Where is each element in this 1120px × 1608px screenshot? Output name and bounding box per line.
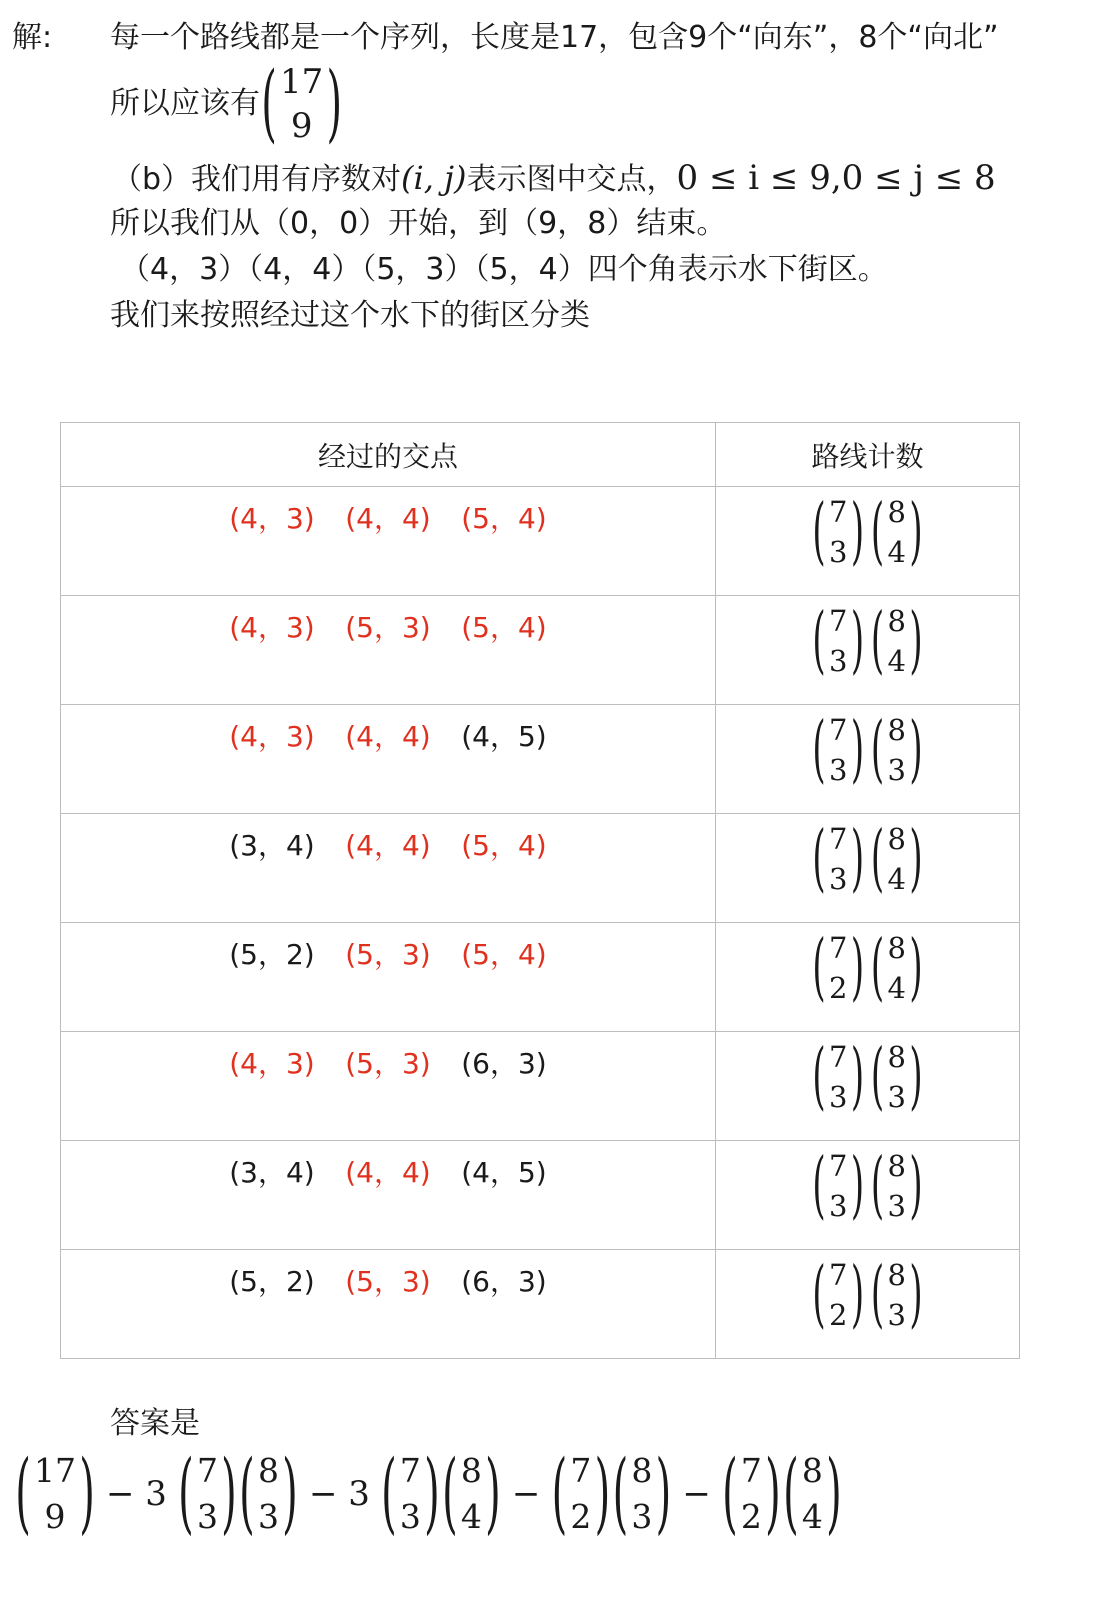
binomial [812, 1143, 865, 1229]
intersection-point: (5，2) [229, 938, 315, 971]
count-cell [716, 923, 1020, 1032]
binomial [812, 1034, 865, 1120]
intersection-point-underwater: (4，3) [229, 720, 315, 753]
left-paren: ( [812, 925, 826, 1011]
binomial [870, 1034, 923, 1120]
paragraph-3-mid: 表示图中交点， [466, 162, 677, 197]
right-paren: ) [850, 598, 865, 684]
intersection-point: (5，2) [229, 1265, 315, 1298]
left-paren: ( [551, 1443, 568, 1545]
range-math: 0 ≤ i ≤ 9,0 ≤ j ≤ 8 [676, 158, 996, 198]
binom-bottom: 3 [631, 1497, 653, 1536]
binom-bottom: 3 [196, 1497, 218, 1536]
binomial [721, 1443, 782, 1545]
left-paren: ( [812, 598, 826, 684]
binomial-17-9 [260, 55, 343, 153]
left-paren: ( [870, 489, 885, 575]
paragraph-2-text: 所以应该有 [110, 86, 260, 121]
binom-bottom: 2 [570, 1497, 592, 1536]
binom-bottom: 3 [829, 1189, 848, 1223]
intersection-point-underwater: (5，3) [345, 938, 431, 971]
binom-top: 17 [280, 62, 324, 102]
binomial [812, 1252, 865, 1338]
points-cell [61, 923, 716, 1032]
right-paren: ) [909, 598, 923, 684]
left-paren: ( [381, 1443, 397, 1545]
right-paren: ) [594, 1443, 611, 1545]
left-paren: ( [812, 1143, 826, 1229]
binom-top: 8 [257, 1451, 279, 1490]
paragraph-5: （4，3）（4，4）（5，3）（5，4）四个角表示水下街区。 [120, 252, 888, 287]
right-paren: ) [326, 55, 343, 153]
count-cell [716, 487, 1020, 596]
intersection-point-underwater: (4，3) [229, 611, 315, 644]
binomial [870, 598, 923, 684]
count-cell [716, 705, 1020, 814]
binom-top: 7 [829, 604, 848, 638]
left-paren: ( [612, 1443, 629, 1545]
left-paren: ( [870, 598, 885, 684]
count-cell [716, 1141, 1020, 1250]
binomial [812, 598, 865, 684]
binom-bottom: 3 [829, 644, 848, 678]
binomial [611, 1443, 672, 1545]
header-points: 经过的交点 [61, 423, 716, 487]
binom-bottom: 3 [887, 1189, 906, 1223]
ordered-pair-math: (i, j) [401, 159, 467, 197]
intersection-point-underwater: (5，4) [461, 502, 547, 535]
intersection-point-underwater: (5，4) [461, 829, 547, 862]
binom-top: 17 [34, 1451, 76, 1490]
binomial [870, 707, 923, 793]
left-paren: ( [812, 816, 826, 902]
answer-expression [14, 1443, 843, 1545]
binom-bottom: 4 [801, 1497, 823, 1536]
left-paren: ( [15, 1443, 31, 1545]
right-paren: ) [909, 707, 923, 793]
intersection-point: (3，4) [229, 1156, 315, 1189]
binomial [238, 1443, 299, 1545]
right-paren: ) [826, 1443, 842, 1545]
paragraph-4: 所以我们从（0，0）开始，到（9，8）结束。 [110, 206, 727, 241]
right-paren: ) [655, 1443, 672, 1545]
binom-top: 7 [829, 1040, 848, 1074]
left-paren: ( [722, 1443, 738, 1545]
left-paren: ( [870, 707, 885, 793]
left-paren: ( [442, 1443, 458, 1545]
points-cell [61, 1250, 716, 1359]
points-cell [61, 596, 716, 705]
intersection-point: (6，3) [461, 1047, 547, 1080]
binomial [812, 925, 865, 1011]
operator: − [682, 1474, 711, 1514]
binom-top: 8 [460, 1451, 482, 1490]
left-paren: ( [870, 1034, 885, 1120]
right-paren: ) [485, 1443, 501, 1545]
right-paren: ) [221, 1443, 237, 1545]
binom-top: 7 [829, 822, 848, 856]
paragraph-6: 我们来按照经过这个水下的街区分类 [110, 298, 590, 333]
operator: − 3 [308, 1474, 370, 1514]
intersection-point-underwater: (4，4) [345, 720, 431, 753]
binomial [812, 816, 865, 902]
binom-top: 8 [887, 931, 906, 965]
paragraph-2 [110, 55, 343, 153]
intersection-point-underwater: (5，3) [345, 611, 431, 644]
binom-bottom: 2 [740, 1497, 762, 1536]
intersection-point-underwater: (4，4) [345, 1156, 431, 1189]
binom-top: 7 [740, 1451, 762, 1490]
intersection-point: (3，4) [229, 829, 315, 862]
right-paren: ) [79, 1443, 95, 1545]
binomial [870, 489, 923, 575]
binom-top: 8 [887, 822, 906, 856]
left-paren: ( [812, 489, 826, 575]
left-paren: ( [870, 925, 885, 1011]
classification-table [60, 422, 1020, 1359]
binomial [380, 1443, 441, 1545]
count-cell [716, 596, 1020, 705]
binomial [177, 1443, 238, 1545]
binom-top: 7 [829, 495, 848, 529]
table-row [61, 1250, 1020, 1359]
binom-bottom: 3 [829, 862, 848, 896]
binom-top: 7 [829, 713, 848, 747]
count-cell [716, 1250, 1020, 1359]
intersection-point-underwater: (5，3) [345, 1047, 431, 1080]
binom-top: 8 [887, 1040, 906, 1074]
binom-bottom: 3 [829, 1080, 848, 1114]
binom-bottom: 3 [257, 1497, 279, 1536]
intersection-point-underwater: (5，3) [345, 1265, 431, 1298]
binom-bottom: 9 [44, 1497, 66, 1536]
binomial [812, 707, 865, 793]
binomial [870, 1252, 923, 1338]
intersection-point: (4，5) [461, 1156, 547, 1189]
binom-top: 7 [570, 1451, 592, 1490]
right-paren: ) [765, 1443, 781, 1545]
binom-bottom: 2 [829, 1298, 848, 1332]
right-paren: ) [909, 1252, 923, 1338]
left-paren: ( [239, 1443, 255, 1545]
binom-bottom: 3 [829, 535, 848, 569]
operator: − [511, 1474, 541, 1514]
right-paren: ) [909, 1034, 923, 1120]
right-paren: ) [424, 1443, 440, 1545]
binomial [812, 489, 865, 575]
right-paren: ) [282, 1443, 298, 1545]
binomial [782, 1443, 843, 1545]
count-cell [716, 814, 1020, 923]
binom-top: 7 [829, 931, 848, 965]
paragraph-3 [112, 158, 996, 200]
binom-bottom: 2 [829, 971, 848, 1005]
header-count: 路线计数 [716, 423, 1020, 487]
binomial [441, 1443, 502, 1545]
points-cell [61, 487, 716, 596]
left-paren: ( [812, 1034, 826, 1120]
right-paren: ) [850, 1034, 865, 1120]
binom-top: 7 [196, 1451, 218, 1490]
intersection-point-underwater: (4，4) [345, 502, 431, 535]
binom-top: 8 [887, 713, 906, 747]
paragraph-1: 每一个路线都是一个序列，长度是17，包含9个“向东”，8个“向北” [110, 20, 999, 55]
binom-top: 7 [829, 1149, 848, 1183]
binom-top: 8 [887, 495, 906, 529]
binom-bottom: 3 [887, 1080, 906, 1114]
right-paren: ) [850, 707, 865, 793]
answer-label: 答案是 [110, 1406, 200, 1441]
left-paren: ( [812, 707, 826, 793]
left-paren: ( [870, 1252, 885, 1338]
binom-bottom: 4 [887, 862, 906, 896]
right-paren: ) [909, 925, 923, 1011]
left-paren: ( [870, 816, 885, 902]
binom-top: 8 [887, 604, 906, 638]
right-paren: ) [850, 816, 865, 902]
binom-bottom: 3 [887, 1298, 906, 1332]
left-paren: ( [812, 1252, 826, 1338]
intersection-point-underwater: (5，4) [461, 611, 547, 644]
count-cell [716, 1032, 1020, 1141]
binom-bottom: 4 [887, 971, 906, 1005]
right-paren: ) [850, 489, 865, 575]
binomial [14, 1443, 96, 1545]
points-cell [61, 1032, 716, 1141]
binomial [870, 925, 923, 1011]
right-paren: ) [909, 816, 923, 902]
points-cell [61, 705, 716, 814]
binom-bottom: 4 [460, 1497, 482, 1536]
binom-bottom: 3 [887, 753, 906, 787]
binom-top: 8 [631, 1451, 653, 1490]
intersection-point: (4，5) [461, 720, 547, 753]
binomial [870, 816, 923, 902]
binom-bottom: 9 [290, 106, 313, 146]
intersection-point-underwater: (4，3) [229, 1047, 315, 1080]
binom-top: 8 [887, 1149, 906, 1183]
operator: − 3 [106, 1474, 167, 1514]
binom-bottom: 3 [829, 753, 848, 787]
binom-bottom: 3 [399, 1497, 421, 1536]
right-paren: ) [850, 925, 865, 1011]
binom-top: 8 [801, 1451, 823, 1490]
intersection-point: (6，3) [461, 1265, 547, 1298]
intersection-point-underwater: (4，4) [345, 829, 431, 862]
binom-top: 8 [887, 1258, 906, 1292]
left-paren: ( [178, 1443, 194, 1545]
left-paren: ( [261, 55, 277, 153]
left-paren: ( [783, 1443, 799, 1545]
points-cell [61, 814, 716, 923]
solution-label: 解: [12, 20, 53, 55]
intersection-point-underwater: (4，3) [229, 502, 315, 535]
intersection-point-underwater: (5，4) [461, 938, 547, 971]
binomial [550, 1443, 611, 1545]
points-cell [61, 1141, 716, 1250]
binomial [870, 1143, 923, 1229]
right-paren: ) [909, 489, 923, 575]
binom-bottom: 4 [887, 644, 906, 678]
right-paren: ) [850, 1252, 865, 1338]
right-paren: ) [909, 1143, 923, 1229]
binom-top: 7 [399, 1451, 421, 1490]
paragraph-3-prefix: （b）我们用有序数对 [112, 162, 402, 197]
binom-bottom: 4 [887, 535, 906, 569]
binom-top: 7 [829, 1258, 848, 1292]
left-paren: ( [870, 1143, 885, 1229]
right-paren: ) [850, 1143, 865, 1229]
